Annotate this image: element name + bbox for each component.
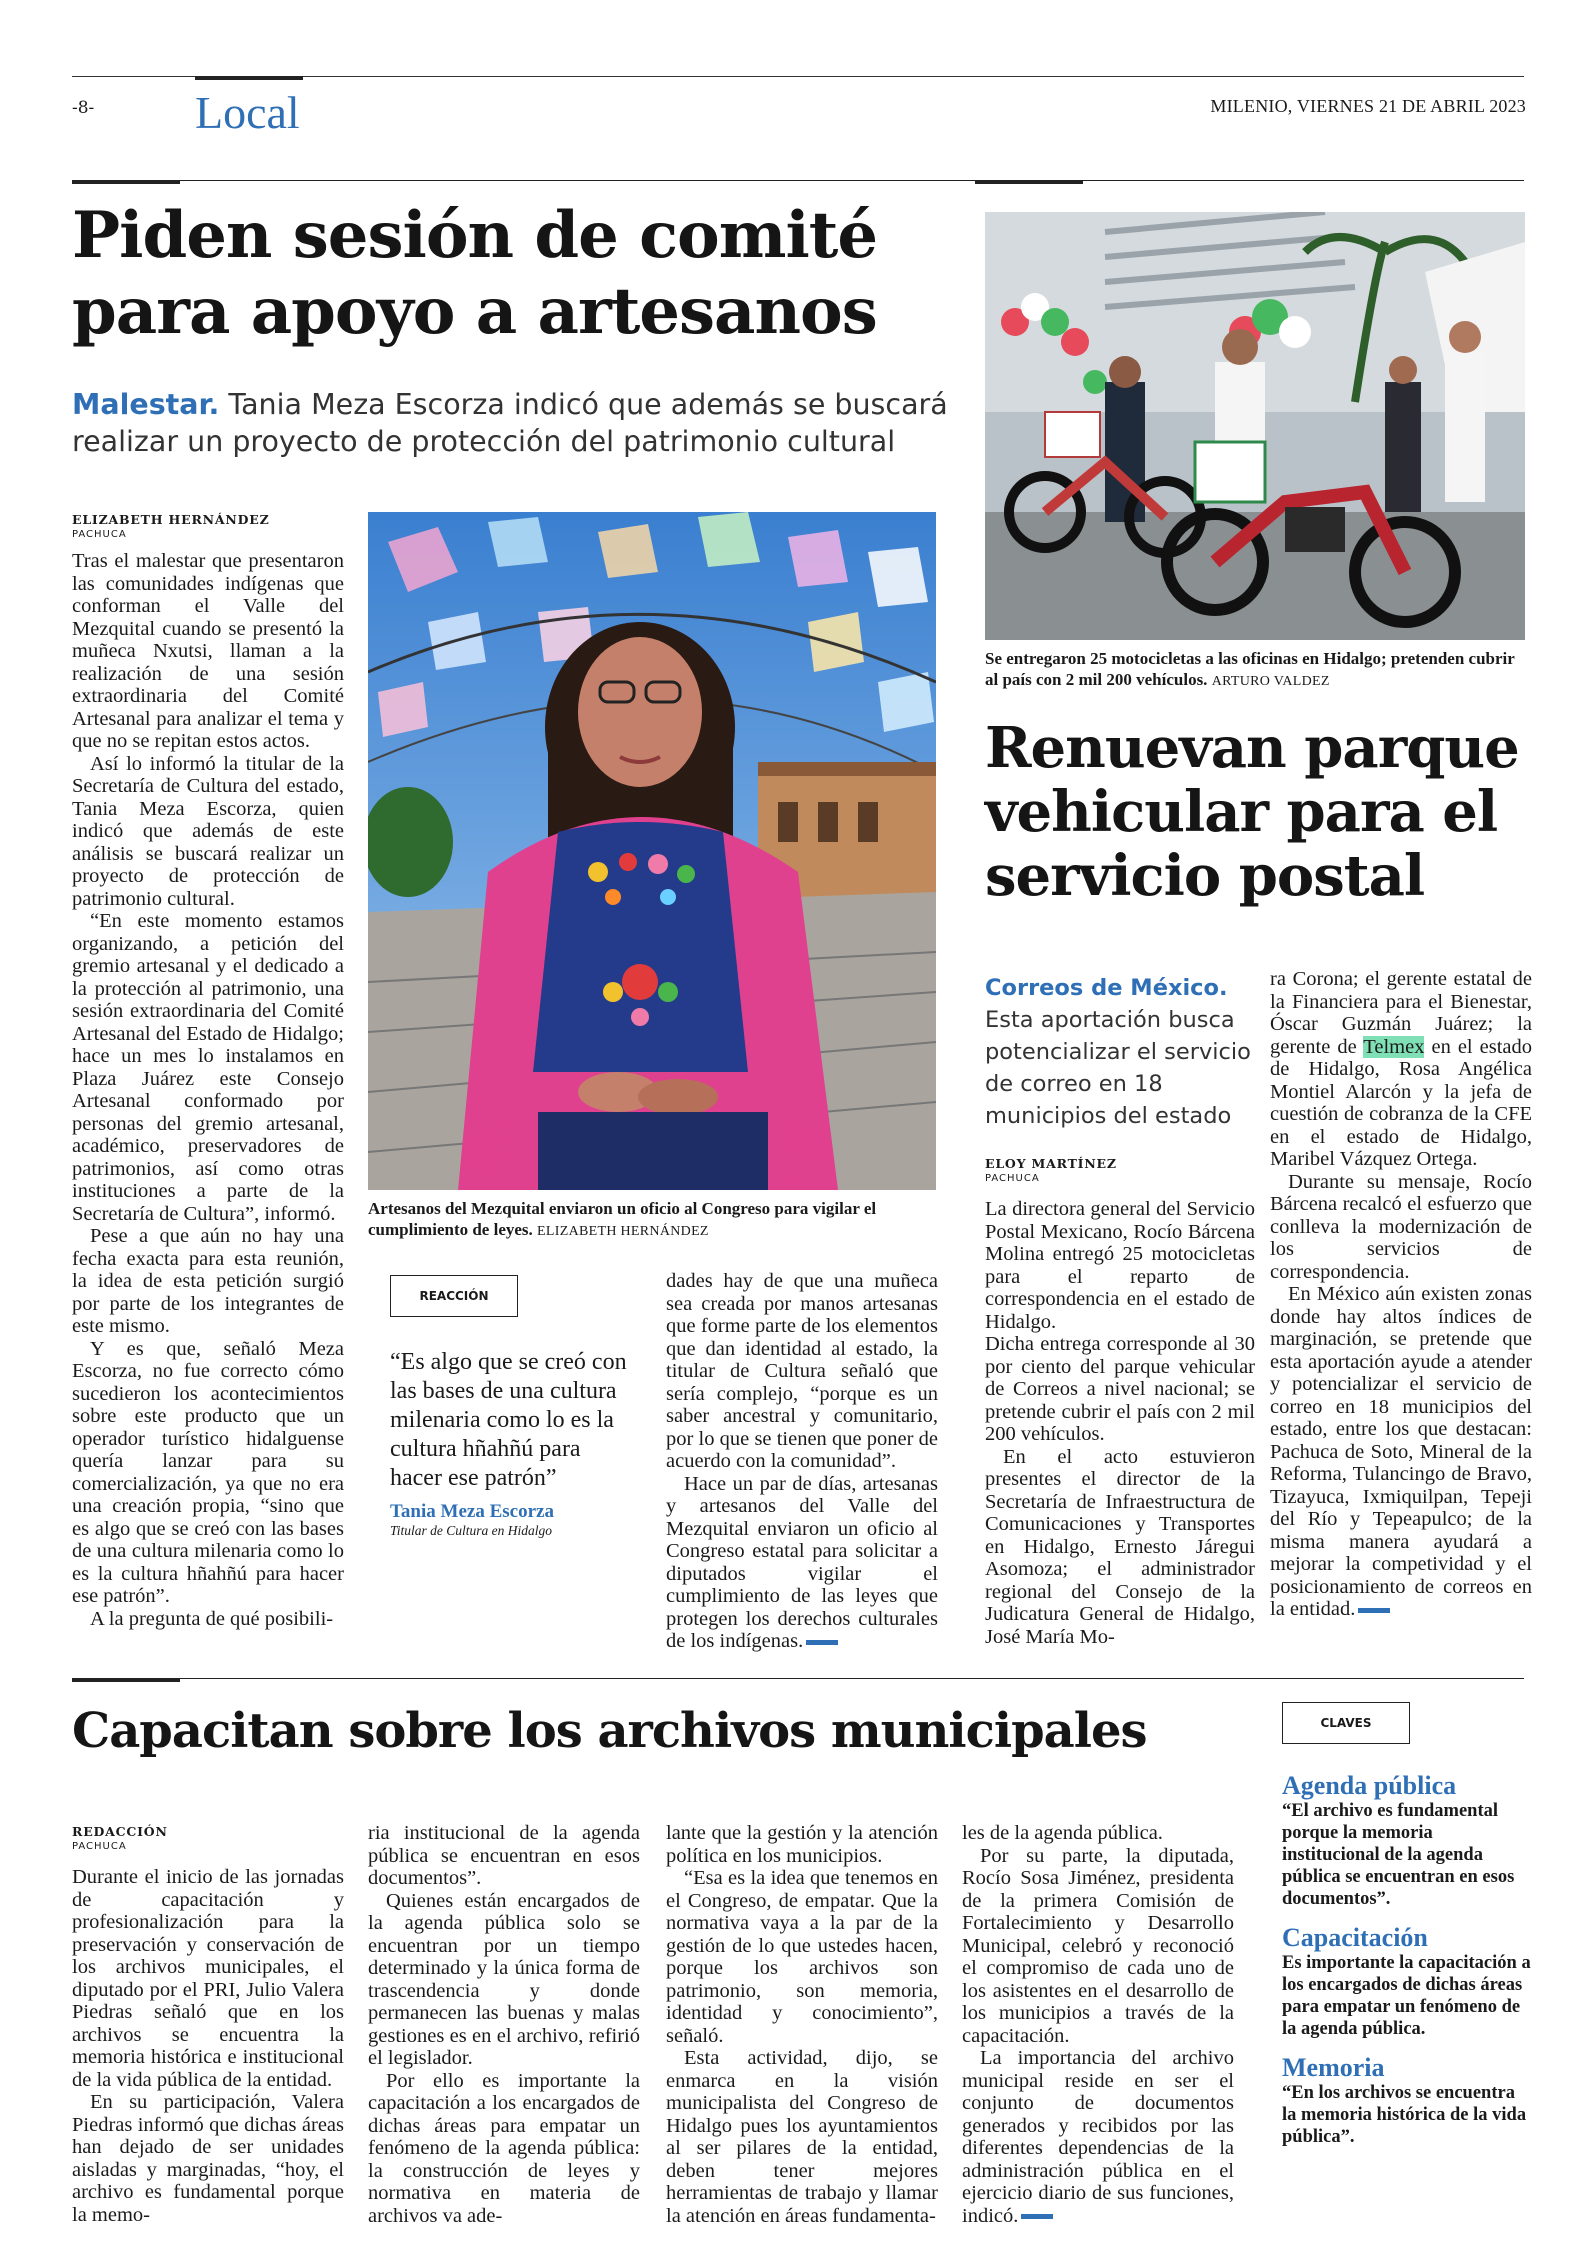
art2-paragraph	[1270, 968, 1532, 1171]
art3-paragraph: Durante el inicio de las jornadas de capacitación y profesionalización para la preservación y conservación de los archivos municipales, el diputado por el PRI, Julio Valera Piedras señaló que en los archivos se encuentra la memoria histórica e institucional de la vida pública de la entidad.	[72, 1866, 344, 2091]
art1-paragraph: Y es que, señaló Meza Escorza, no fue correcto cómo sucedieron los acontecimientos sobre este producto que un operador turístico hidalguense quería lanzar para su comercialización, ya que no era una creación propia, “sino que es algo que se creó con las bases de una cultura milenaria como lo es la cultura hñahñú para hacer ese patrón”.	[72, 1337, 344, 1607]
artisan-photo-illustration	[368, 512, 936, 1190]
clave-title: Memoria	[1282, 2053, 1385, 2082]
section-rule	[195, 76, 303, 80]
art1-paragraph: “En este momento estamos organizando, a petición del gremio artesanal y el dedicado a la protección al patrimonio, una sesión extraordinaria del Comité Artesanal del Estado de Hidalgo; hace un mes lo instalamos en Plaza Juárez este Consejo Artesanal conformado por personas del gremio artesanal, académico, preservadores de patrimonios, así como otras instituciones a parte de la Secretaría de Cultura”, informó.	[72, 910, 344, 1225]
art3-paragraph	[962, 2047, 1234, 2227]
art2-paragraph: Durante su mensaje, Rocío Bárcena recalcó el esfuerzo que conlleva la modernización de los servicios de correspondencia.	[1270, 1170, 1532, 1283]
claves-list	[1282, 1772, 1532, 2148]
art1-paragraph: dades hay de que una muñeca sea creada por manos artesanas que forme parte de los elementos que dan identidad al estado, la titular de Cultura señaló que sería complejo, “porque es un saber ancestral y comunitario, por lo que se tienen que poner de acuerdo con la comunidad”.	[666, 1270, 938, 1472]
art3-byline-block	[72, 1824, 342, 1852]
art2-byline-block	[985, 1156, 1255, 1184]
reaccion-quote: “Es algo que se creó con las bases de una cultura milenaria como lo es la cultura hñahñú para hacer ese patrón”	[390, 1349, 627, 1491]
art2-last-paragraph: En México aún existen zonas donde hay altos índices de marginación, se pretende que esta aportación ayude a atender y potencializar el servicio de correo en 18 municipios del estado, entre los que destacan: Pachuca de Soto, Mineral de la Reforma, Tulancingo de Bravo, Tizayuca, Ixmiquilpan, Tepeji del Río y Tepeapulco; de la misma manera ayudará a mejorar la competividad y el posicionamiento de correos en la entidad.	[1270, 1283, 1532, 1620]
art3-byline: REDACCIÓN	[72, 1824, 168, 1839]
art1-paragraph: Tras el malestar que presentaron las comunidades indígenas que conforman el Valle del Mezquital cuando se presentó la muñeca Nxutsi, llaman a la realización de una sesión extraordinaria del Comité Artesanal para analizar el tema y que no se repitan estos actos.	[72, 550, 344, 752]
reaccion-label: REACCIÓN	[390, 1275, 518, 1317]
art3-last-paragraph: La importancia del archivo municipal reside en ser el conjunto de documentos generados y recibidos por las diferentes dependencias de la administración pública en el ejercicio diario de sus funciones, indicó.	[962, 2047, 1234, 2227]
art1-place: PACHUCA	[72, 529, 127, 540]
art3-paragraph: lante que la gestión y la atención política en los municipios.	[666, 1822, 938, 1867]
art2-photo	[985, 212, 1525, 640]
page-number: -8-	[72, 98, 95, 118]
art2-deck-lead: Correos de México.	[985, 975, 1228, 1001]
art1-photo-credit: ELIZABETH HERNÁNDEZ	[537, 1224, 709, 1239]
art2-paragraph: En el acto estuvieron presentes el director de la Secretaría de Infraestructura de Comunicaciones y Transportes en Hidalgo, Ernesto Járegui Asomoza; el administrador regional del Consejo de la Judicatura General de Hidalgo, José María Mo-	[985, 1445, 1255, 1648]
art3-top-rule	[72, 1678, 1524, 1679]
art2-paragraph: Dicha entrega corresponde al 30 por ciento del parque vehicular de Correos a nivel nacional; se pretende cubrir el país con 2 mil 200 vehículos.	[985, 1333, 1255, 1445]
reaccion-quote-block	[390, 1348, 630, 1539]
art1-last-paragraph: Hace un par de días, artesanas y artesanos del Valle del Mezquital enviaron un oficio al Congreso estatal para solicitar a diputados vigilar el cumplimiento de las leyes que protegen los derechos culturales de los indígenas.	[666, 1472, 938, 1652]
art3-paragraph: “Esa es la idea que tenemos en el Congreso, de empatar. Que la normativa vaya a la par de la gestión de lo que ustedes hacen, porque los archivos son patrimonio, son memoria, identidad y conocimiento”, señaló.	[666, 1867, 938, 2047]
clave-text: Es importante la capacitación a los encargados de dichas áreas para empatar un fenómeno de la agenda pública.	[1282, 1953, 1531, 2039]
art1-paragraph	[666, 1473, 938, 1653]
art3-place: PACHUCA	[72, 1841, 127, 1852]
highlight-telmex: Telmex	[1363, 1035, 1425, 1058]
art1-photo	[368, 512, 936, 1190]
art1-byline-block	[72, 512, 344, 540]
art1-caption-text: Artesanos del Mezquital enviaron un oficio al Congreso para vigilar el cumplimiento de leyes.	[368, 1199, 877, 1239]
art2-headline: Renuevan parque vehicular para el servicio postal	[985, 715, 1519, 909]
art1-col1	[72, 550, 344, 1630]
art1-top-accent	[72, 180, 180, 184]
art3-paragraph: Por ello es importante la capacitación a los encargados de dichas áreas para empatar un fenómeno de la agenda pública: la construcción de leyes y normativa en materia de archivos va ade-	[368, 2069, 640, 2227]
art3-col4	[962, 1822, 1234, 2227]
art3-col3	[666, 1822, 938, 2227]
art1-byline: ELIZABETH HERNÁNDEZ	[72, 512, 270, 527]
reaccion-role: Titular de Cultura en Hidalgo	[390, 1523, 553, 1538]
end-mark	[1358, 1608, 1390, 1613]
edition-date: MILENIO, VIERNES 21 DE ABRIL 2023	[1210, 96, 1526, 116]
art3-col1	[72, 1866, 344, 2226]
clave-title: Agenda pública	[1282, 1771, 1457, 1800]
art2-place: PACHUCA	[985, 1173, 1040, 1184]
art1-deck	[72, 386, 952, 460]
section-name: Local	[195, 87, 300, 138]
art3-paragraph: Por su parte, la diputada, Rocío Sosa Jiménez, presidenta de la primera Comisión de Fortalecimiento y Desarrollo Municipal, celebró y reconoció el compromiso de cada uno de los asistentes en el desarrollo de los municipios a través de la capacitación.	[962, 1844, 1234, 2047]
art2-deck-text: Esta aportación busca potencializar el servicio de correo en 18 municipios del estado	[985, 1007, 1251, 1129]
art2-paragraph	[1270, 1283, 1532, 1621]
art2-col2	[1270, 968, 1532, 1621]
art3-headline: Capacitan sobre los archivos municipales	[72, 1703, 1147, 1759]
art1-paragraph: Pese a que aún no hay una fecha exacta para esta reunión, la idea de esta petición surgió por parte de los integrantes de este mismo.	[72, 1225, 344, 1337]
header-rule	[72, 180, 1524, 181]
art3-top-accent	[72, 1678, 180, 1682]
art3-col2	[368, 1822, 640, 2227]
motorcycles-photo-illustration	[985, 212, 1525, 640]
clave-text: “El archivo es fundamental porque la memoria institucional de la agenda pública se encuentran en esos documentos”.	[1282, 1801, 1515, 1909]
art2-text-b: en el estado de Hidalgo, Rosa Angélica Montiel Alarcón y la jefa de cuestión de cobranza de la CFE en el estado de Hidalgo, Maribel Vázquez Ortega.	[1270, 1035, 1532, 1170]
art2-deck	[985, 972, 1255, 1132]
claves-label: CLAVES	[1282, 1702, 1410, 1744]
art3-paragraph: En su participación, Valera Piedras informó que dichas áreas han dejado de ser unidades aisladas y marginadas, “hoy, el archivo es fundamental porque la memo-	[72, 2091, 344, 2226]
reaccion-name: Tania Meza Escorza	[390, 1501, 554, 1522]
clave-item	[1282, 2054, 1532, 2148]
art2-top-accent	[975, 180, 1083, 184]
art2-text-a: ra Corona; el gerente estatal de la Financiera para el Bienestar, Óscar Guzmán Juárez; la gerente de	[1270, 968, 1532, 1058]
end-mark	[806, 1640, 838, 1645]
art1-col3	[666, 1270, 938, 1653]
art3-paragraph: Esta actividad, dijo, se enmarca en la visión municipalista del Congreso de Hidalgo pues los ayuntamientos al ser pilares de la entidad, deben tener mejores herramientas de trabajo y llamar la atención en áreas fundamenta-	[666, 2047, 938, 2227]
art1-paragraph: A la pregunta de qué posibili-	[90, 1607, 334, 1630]
clave-text: “En los archivos se encuentra la memoria histórica de la vida pública”.	[1282, 2083, 1527, 2147]
art2-photo-caption	[985, 648, 1525, 692]
art3-paragraph: ria institucional de la agenda pública se encuentran en esos documentos”.	[368, 1822, 640, 1889]
art2-paragraph: La directora general del Servicio Postal Mexicano, Rocío Bárcena Molina entregó 25 motocicletas para el reparto de correspondencia en el estado de Hidalgo.	[985, 1198, 1255, 1333]
art3-paragraph: Quienes están encargados de la agenda pública solo se encuentran por un tiempo determinado y la única forma de trascendencia y donde permanecen las buenas y malas gestiones es en el archivo, refirió el legislador.	[368, 1889, 640, 2069]
art1-photo-caption	[368, 1198, 934, 1242]
art2-col1	[985, 1198, 1255, 1648]
art1-deck-lead: Malestar.	[72, 388, 220, 421]
end-mark	[1021, 2214, 1053, 2219]
clave-item	[1282, 1924, 1532, 2040]
art2-caption-text: Se entregaron 25 motocicletas a las oficinas en Hidalgo; pretenden cubrir al país con 2 mil 200 vehículos.	[985, 649, 1515, 689]
art1-paragraph: Así lo informó la titular de la Secretaría de Cultura del estado, Tania Meza Escorza, quien indicó que además de este análisis se buscará realizar un proyecto de protección de patrimonio cultural.	[72, 752, 344, 910]
art2-photo-credit: ARTURO VALDEZ	[1211, 674, 1330, 689]
art1-deck-text: Tania Meza Escorza indicó que además se buscará realizar un proyecto de protección del patrimonio cultural	[72, 388, 948, 458]
clave-item	[1282, 1772, 1532, 1910]
art1-headline: Piden sesión de comité para apoyo a artesanos	[72, 198, 878, 349]
art3-paragraph: les de la agenda pública.	[962, 1822, 1163, 1844]
clave-title: Capacitación	[1282, 1923, 1428, 1952]
art2-byline: ELOY MARTÍNEZ	[985, 1156, 1117, 1171]
